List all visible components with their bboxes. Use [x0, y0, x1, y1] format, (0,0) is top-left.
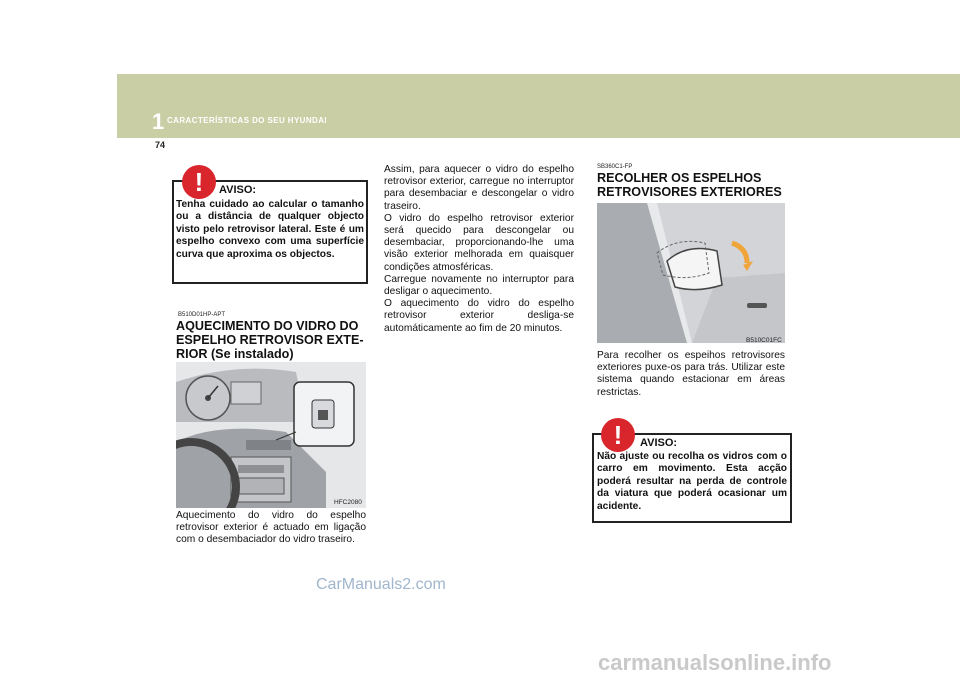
warning-text: Não ajuste ou recolha os vidros com o carro em movimento. Esta acção poderá resultar na perda de controle da viatura que poderá ocasionar um acidente.	[597, 451, 787, 512]
section-caption: Aquecimento do vidro do espelho retrovisor exterior é actuado em ligação com o desembaciador do vidro traseiro.	[176, 510, 366, 546]
warning-title: AVISO:	[219, 184, 257, 196]
chapter-title: CARACTERÍSTICAS DO SEU HYUNDAI	[167, 116, 328, 125]
section-code: B510D01HP-APT	[178, 312, 226, 318]
section-heading: RECOLHER OS ESPELHOS RETROVISORES EXTERIORES	[597, 171, 782, 199]
image-code: B510C01FC	[746, 337, 782, 344]
image-code: HFC2080	[334, 499, 362, 506]
mirror-illustration	[597, 203, 785, 343]
watermark-bottom: carmanualsonline.info	[598, 650, 832, 675]
chapter-number: 1	[152, 109, 165, 134]
warning-text: Tenha cuidado ao calcular o tamanho ou a distância de qualquer objecto visto pelo retrovisor lateral. Este é um espelho convexo com uma superfície curva que aproxima os objectos.	[176, 199, 364, 260]
dashboard-illustration	[176, 362, 366, 508]
header-band	[117, 74, 960, 138]
warning-icon: !	[182, 165, 216, 199]
page-number: 74	[155, 140, 166, 150]
section-code: SB360C1-FP	[597, 164, 633, 170]
section-heading: AQUECIMENTO DO VIDRO DO ESPELHO RETROVISOR EXTE-RIOR (Se instalado)	[176, 319, 364, 361]
warning-icon: !	[601, 418, 635, 452]
middle-paragraph: Assim, para aquecer o vidro do espelho retrovisor exterior, carregue no interruptor para desembaciar e descongelar o vidro traseiro. O vidro do espelho retrovisor exterior será quecido para descongelar ou desembaciar, proporcionando-lhe uma visão exterior melhorada em quaisquer condições atmosféricas. Carregue novamente no interruptor para desligar o aquecimento. O aquecimento do vidro do espelho retrovisor exterior desliga-se automáticamente ao fim de 20 minutos.	[384, 164, 574, 334]
warning-title: AVISO:	[640, 437, 678, 449]
section-paragraph: Para recolher os espeihos retrovisores exteriores puxe-os para trás. Utilizar este sistema quando estacionar em áreas restrictas.	[597, 350, 785, 398]
watermark-carmanuals: CarManuals2.com	[316, 576, 446, 593]
